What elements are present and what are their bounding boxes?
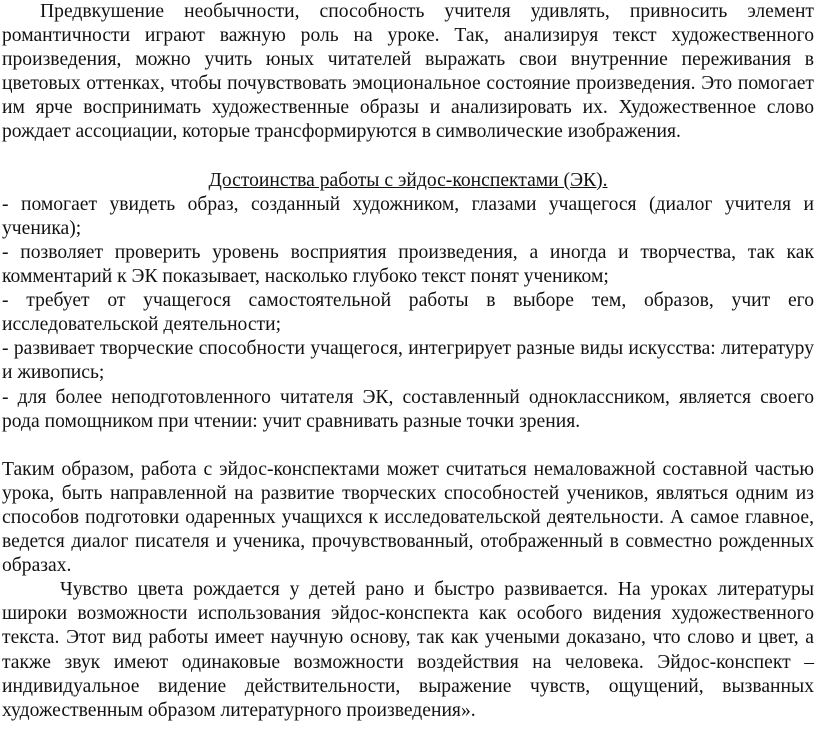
list-item: - требует от учащегося самостоятельной работы в выборе тем, образов, учит его исследовательской деятельности; [2,290,814,336]
advantages-list [2,193,814,434]
list-item: - помогает увидеть образ, созданный художником, глазами учащегося (диалог учителя и ученика); [2,193,814,239]
list-item: - позволяет проверить уровень восприятия произведения, а иногда и творчества, так как комментарий к ЭК показывает, насколько глубоко текст понят учеником; [2,241,814,288]
spacer [2,434,814,458]
spacer [2,145,814,169]
color-paragraph: Чувство цвета рождается у детей рано и быстро развивается. На уроках литературы широки возможности использования эйдос-конспекта как особого видения художественного текста. Этот вид работы имеет научную основу, так как учеными доказано, что слово и цвет, а также звук имеют одинаковые возможности воздействия на человека. Эйдос-конспект – индивидуальное видение действительности, выражение чувств, ощущений, вызванных художественным образом литературного произведения». [2,579,814,721]
intro-paragraph: Предвкушение необычности, способность учителя удивлять, привносить элемент романтичности играют важную роль на уроке. Так, анализируя текст художественного произведения, можно учить юных читателей выражать свои внутренние переживания в цветовых оттенках, чтобы почувствовать эмоциональное состояние произведения. Это помогает им ярче воспринимать художественные образы и анализировать их. Художественное слово рождает ассоциации, которые трансформируются в символические изображения. [2,1,814,143]
document-page [2,0,814,723]
list-item: - для более неподготовленного читателя ЭК, составленный одноклассником, является своего рода помощником при чтении: учит сравнивать разные точки зрения. [2,386,814,432]
list-item: - развивает творческие способности учащегося, интегрирует разные виды искусства: литературу и живопись; [2,338,814,384]
section-heading: Достоинства работы с эйдос-конспектами (ЭК). [208,169,608,191]
conclusion-paragraph: Таким образом, работа с эйдос-конспектами может считаться немаловажной составной частью урока, быть направленной на развитие творческих способностей учеников, являться одним из способов подготовки одаренных учащихся к исследовательской деятельности. А самое главное, ведется диалог писателя и ученика, прочувствованный, отображенный в совместно рожденных образах. [2,458,814,577]
